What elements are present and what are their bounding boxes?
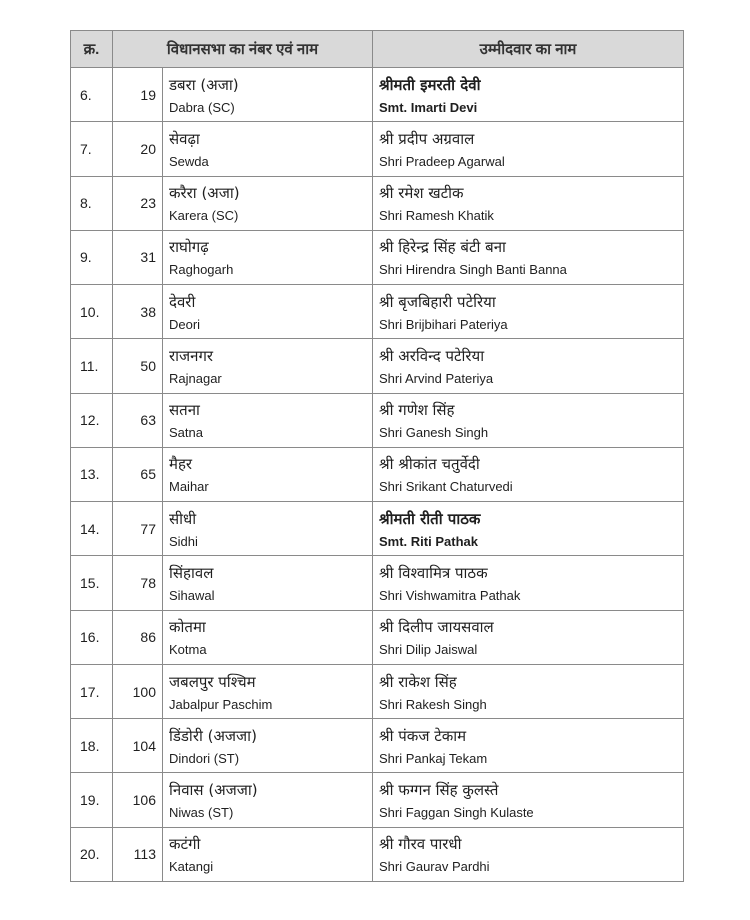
- serial-number-cell: 10.: [71, 285, 113, 339]
- candidate-name-english: Shri Hirendra Singh Banti Banna: [379, 262, 567, 278]
- table-row: [71, 393, 684, 447]
- constituency-name-cell: [163, 230, 373, 284]
- serial-number-cell: 8.: [71, 176, 113, 230]
- constituency-name-english: Kotma: [169, 642, 207, 658]
- serial-number-cell: 14.: [71, 502, 113, 556]
- constituency-name-hindi: सेवढ़ा: [169, 129, 200, 148]
- candidate-name-english: Shri Brijbihari Pateriya: [379, 316, 508, 332]
- constituency-name-cell: [163, 664, 373, 718]
- constituency-name-cell: [163, 285, 373, 339]
- serial-number-cell: 11.: [71, 339, 113, 393]
- constituency-name-english: Sihawal: [169, 588, 215, 604]
- candidate-name-english: Shri Arvind Pateriya: [379, 370, 494, 386]
- candidate-name-cell: [373, 610, 684, 664]
- serial-number-cell: 19.: [71, 773, 113, 827]
- header-constituency: विधानसभा का नंबर एवं नाम: [113, 31, 373, 68]
- constituency-name-cell: [163, 447, 373, 501]
- constituency-name-cell: [163, 827, 373, 881]
- table-row: [71, 610, 684, 664]
- constituency-name-hindi: सिंहावल: [169, 564, 214, 583]
- candidate-name-hindi: श्री पंकज टेकाम: [379, 726, 467, 745]
- constituency-number-cell: 63: [113, 393, 163, 447]
- constituency-number-cell: 38: [113, 285, 163, 339]
- constituency-name-cell: [163, 339, 373, 393]
- candidate-name-english: Shri Faggan Singh Kulaste: [379, 805, 534, 821]
- constituency-number-cell: 50: [113, 339, 163, 393]
- constituency-name-english: Karera (SC): [169, 208, 239, 224]
- table-row: [71, 68, 684, 122]
- constituency-number-cell: 86: [113, 610, 163, 664]
- constituency-number-cell: 78: [113, 556, 163, 610]
- constituency-name-english: Dindori (ST): [169, 750, 240, 766]
- serial-number-cell: 7.: [71, 122, 113, 176]
- table-row: [71, 502, 684, 556]
- constituency-number-cell: 65: [113, 447, 163, 501]
- constituency-name-english: Satna: [169, 425, 203, 441]
- constituency-number-cell: 77: [113, 502, 163, 556]
- constituency-name-english: Maihar: [169, 479, 209, 495]
- constituency-number-cell: 104: [113, 719, 163, 773]
- constituency-name-hindi: डिंडोरी (अजजा): [169, 726, 257, 745]
- constituency-name-hindi: जबलपुर पश्चिम: [169, 672, 256, 691]
- constituency-name-cell: [163, 176, 373, 230]
- candidate-name-english: Shri Dilip Jaiswal: [379, 642, 478, 658]
- serial-number-cell: 12.: [71, 393, 113, 447]
- table-row: [71, 719, 684, 773]
- serial-number-cell: 6.: [71, 68, 113, 122]
- candidate-name-cell: [373, 176, 684, 230]
- header-candidate: उम्मीदवार का नाम: [373, 31, 684, 68]
- constituency-name-english: Sewda: [169, 153, 209, 169]
- constituency-name-hindi: कोतमा: [169, 618, 206, 637]
- constituency-number-cell: 100: [113, 664, 163, 718]
- serial-number-cell: 9.: [71, 230, 113, 284]
- constituency-name-hindi: कटंगी: [169, 835, 201, 854]
- candidate-name-hindi: श्री दिलीप जायसवाल: [379, 618, 494, 637]
- candidate-name-hindi: श्री राकेश सिंह: [379, 672, 457, 691]
- serial-number-cell: 18.: [71, 719, 113, 773]
- constituency-number-cell: 31: [113, 230, 163, 284]
- constituency-number-cell: 20: [113, 122, 163, 176]
- table-row: [71, 339, 684, 393]
- constituency-name-cell: [163, 122, 373, 176]
- candidate-name-english: Shri Ganesh Singh: [379, 425, 489, 441]
- candidate-name-hindi: श्री विश्वामित्र पाठक: [379, 564, 488, 583]
- constituency-number-cell: 113: [113, 827, 163, 881]
- candidate-name-cell: [373, 447, 684, 501]
- serial-number-cell: 20.: [71, 827, 113, 881]
- constituency-name-english: Raghogarh: [169, 262, 234, 278]
- candidate-name-hindi: श्रीमती इमरती देवी: [379, 75, 481, 94]
- candidate-name-hindi: श्री गणेश सिंह: [379, 401, 455, 420]
- candidate-name-english: Shri Srikant Chaturvedi: [379, 479, 513, 495]
- table-row: [71, 285, 684, 339]
- candidate-name-hindi: श्री अरविन्द पटेरिया: [379, 346, 485, 365]
- candidate-name-english: Shri Vishwamitra Pathak: [379, 588, 521, 604]
- constituency-name-english: Katangi: [169, 859, 214, 875]
- serial-number-cell: 17.: [71, 664, 113, 718]
- constituency-name-english: Niwas (ST): [169, 805, 234, 821]
- table-row: [71, 827, 684, 881]
- candidate-name-english: Shri Rakesh Singh: [379, 696, 487, 712]
- constituency-name-english: Dabra (SC): [169, 99, 235, 115]
- candidate-name-cell: [373, 556, 684, 610]
- constituency-name-hindi: मैहर: [169, 455, 193, 474]
- candidate-name-cell: [373, 339, 684, 393]
- table-row: [71, 176, 684, 230]
- candidate-name-cell: [373, 719, 684, 773]
- constituency-name-hindi: डबरा (अजा): [169, 75, 239, 94]
- constituency-name-cell: [163, 68, 373, 122]
- table-row: [71, 122, 684, 176]
- constituency-number-cell: 19: [113, 68, 163, 122]
- table-row: [71, 664, 684, 718]
- candidate-name-hindi: श्री गौरव पारधी: [379, 835, 462, 854]
- constituency-name-english: Deori: [169, 316, 201, 332]
- constituency-name-cell: [163, 773, 373, 827]
- constituency-name-hindi: निवास (अजजा): [169, 781, 258, 800]
- table-row: [71, 230, 684, 284]
- candidate-name-hindi: श्री प्रदीप अग्रवाल: [379, 129, 475, 148]
- candidate-name-english: Smt. Riti Pathak: [379, 533, 478, 549]
- candidate-name-hindi: श्रीमती रीती पाठक: [379, 509, 481, 528]
- constituency-name-hindi: करैरा (अजा): [169, 184, 240, 203]
- serial-number-cell: 13.: [71, 447, 113, 501]
- candidate-name-cell: [373, 827, 684, 881]
- candidate-name-english: Shri Pankaj Tekam: [379, 750, 488, 766]
- constituency-number-cell: 23: [113, 176, 163, 230]
- candidate-name-cell: [373, 122, 684, 176]
- constituency-number-cell: 106: [113, 773, 163, 827]
- candidate-name-cell: [373, 502, 684, 556]
- constituency-name-cell: [163, 610, 373, 664]
- candidate-name-hindi: श्री श्रीकांत चतुर्वेदी: [379, 455, 480, 474]
- constituency-name-cell: [163, 556, 373, 610]
- constituency-name-english: Rajnagar: [169, 370, 222, 386]
- constituency-name-hindi: सीधी: [169, 509, 197, 528]
- candidate-name-english: Shri Ramesh Khatik: [379, 208, 494, 224]
- candidate-name-english: Smt. Imarti Devi: [379, 99, 478, 115]
- candidate-name-cell: [373, 230, 684, 284]
- candidate-name-cell: [373, 773, 684, 827]
- candidate-list-table: [70, 30, 684, 882]
- table-row: [71, 773, 684, 827]
- constituency-name-cell: [163, 719, 373, 773]
- constituency-name-english: Sidhi: [169, 533, 198, 549]
- candidate-name-english: Shri Gaurav Pardhi: [379, 859, 490, 875]
- constituency-name-hindi: राजनगर: [169, 346, 214, 365]
- candidate-name-hindi: श्री बृजबिहारी पटेरिया: [379, 292, 496, 311]
- candidate-name-cell: [373, 285, 684, 339]
- table-header-row: [71, 31, 684, 68]
- candidate-name-cell: [373, 664, 684, 718]
- candidate-name-english: Shri Pradeep Agarwal: [379, 153, 505, 169]
- candidate-name-cell: [373, 393, 684, 447]
- table-row: [71, 556, 684, 610]
- constituency-name-hindi: राघोगढ़: [169, 238, 209, 257]
- constituency-name-hindi: देवरी: [169, 292, 196, 311]
- serial-number-cell: 15.: [71, 556, 113, 610]
- constituency-name-cell: [163, 393, 373, 447]
- header-serial: क्र.: [71, 31, 113, 68]
- serial-number-cell: 16.: [71, 610, 113, 664]
- constituency-name-cell: [163, 502, 373, 556]
- candidate-name-hindi: श्री रमेश खटीक: [379, 184, 464, 203]
- table-row: [71, 447, 684, 501]
- candidate-name-cell: [373, 68, 684, 122]
- constituency-name-hindi: सतना: [169, 401, 200, 420]
- candidate-name-hindi: श्री हिरेन्द्र सिंह बंटी बना: [379, 238, 506, 257]
- constituency-name-english: Jabalpur Paschim: [169, 696, 273, 712]
- candidate-name-hindi: श्री फग्गन सिंह कुलस्ते: [379, 781, 499, 800]
